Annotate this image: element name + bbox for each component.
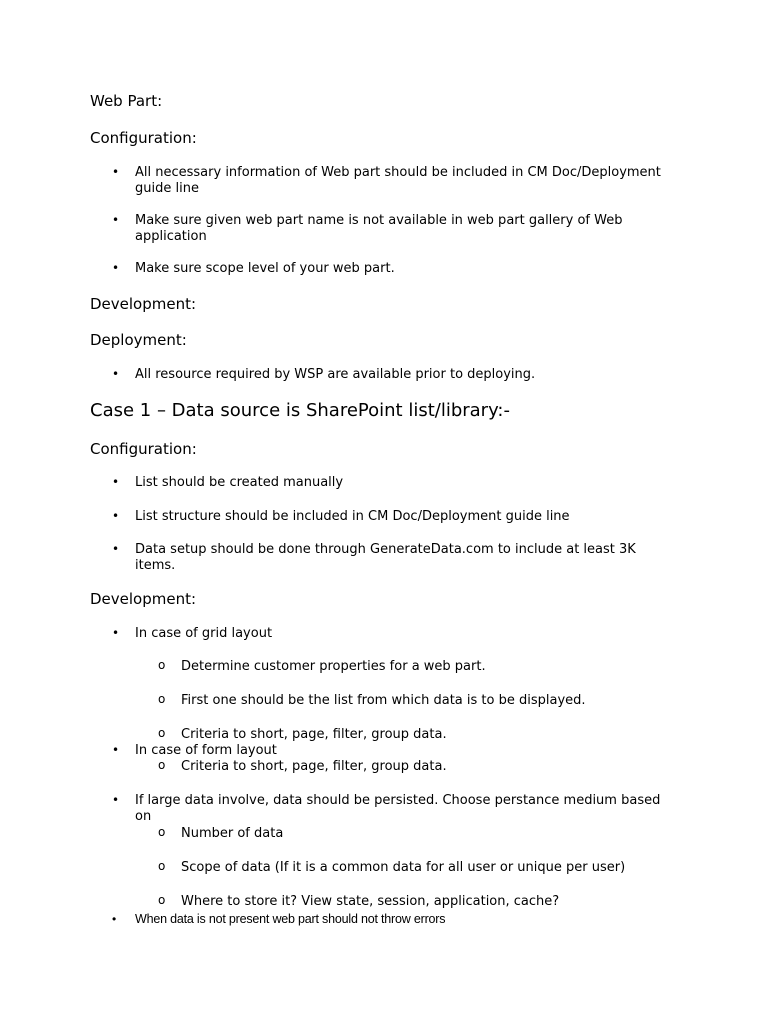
bullet-icon: • [112, 793, 120, 807]
sub-bullet-icon: o [158, 825, 166, 839]
bullet-icon: • [112, 743, 120, 757]
list-item [112, 793, 675, 824]
bullet-icon: • [112, 475, 120, 489]
list-item-text: List should be created manually [135, 475, 344, 490]
list-item [112, 509, 675, 525]
list-item [112, 213, 675, 244]
sub-list-item-text: Scope of data (If it is a common data for all user or unique per user) [181, 860, 626, 875]
list-item [112, 367, 675, 383]
list-item-text: In case of grid layout [135, 626, 273, 641]
heading-configuration: Configuration: [90, 129, 197, 147]
list-item [112, 475, 675, 491]
sub-list-item-text: Criteria to short, page, filter, group data. [181, 727, 447, 742]
bullet-icon: • [112, 542, 120, 556]
sub-list-item [158, 726, 701, 743]
sub-bullet-icon: o [158, 859, 166, 873]
heading-case-1: Case 1 – Data source is SharePoint list/library:- [90, 400, 510, 421]
sub-list-item-text: Number of data [181, 826, 284, 841]
sub-bullet-icon: o [158, 893, 166, 907]
heading-development: Development: [90, 590, 197, 608]
list-item-text: When data is not present web part should not throw errors [135, 912, 446, 926]
list-item [112, 542, 675, 573]
bullet-icon: • [112, 509, 120, 523]
bullet-icon: • [112, 626, 120, 640]
sub-list-item [158, 825, 701, 842]
list-item-text: All resource required by WSP are available prior to deploying. [135, 367, 536, 382]
sub-list-item [158, 859, 701, 876]
sub-list-item-text: Criteria to short, page, filter, group data. [181, 759, 447, 774]
heading-web-part: Web Part: [90, 92, 163, 110]
list-item [112, 261, 675, 277]
list-item-text: If large data involve, data should be persisted. Choose perstance medium based on [135, 793, 661, 824]
sub-list-item [158, 658, 701, 675]
sub-list-item [158, 758, 701, 775]
sub-bullet-icon: o [158, 692, 166, 706]
list-item-text: List structure should be included in CM Doc/Deployment guide line [135, 509, 570, 524]
sub-list-item-text: First one should be the list from which data is to be displayed. [181, 693, 586, 708]
bullet-icon: • [112, 213, 120, 227]
list-item [112, 626, 675, 642]
sub-list-item [158, 692, 701, 709]
sub-bullet-icon: o [158, 726, 166, 740]
bullet-icon: • [112, 165, 120, 179]
sub-list-item-text: Determine customer properties for a web part. [181, 659, 486, 674]
list-item [112, 743, 675, 759]
list-item-text: In case of form layout [135, 743, 277, 758]
list-item-text: Make sure given web part name is not available in web part gallery of Web application [135, 213, 623, 244]
heading-deployment: Deployment: [90, 331, 187, 349]
list-item-text: Make sure scope level of your web part. [135, 261, 395, 276]
sub-list-item-text: Where to store it? View state, session, application, cache? [181, 894, 560, 909]
heading-development: Development: [90, 295, 197, 313]
sub-bullet-icon: o [158, 758, 166, 772]
list-item-text: All necessary information of Web part should be included in CM Doc/Deployment guide line [135, 165, 661, 196]
bullet-icon: • [112, 912, 117, 926]
list-item [112, 912, 675, 928]
bullet-icon: • [112, 367, 120, 381]
list-item [112, 165, 675, 196]
sub-list-item [158, 893, 701, 910]
bullet-icon: • [112, 261, 120, 275]
heading-configuration: Configuration: [90, 440, 197, 458]
sub-bullet-icon: o [158, 658, 166, 672]
list-item-text: Data setup should be done through GenerateData.com to include at least 3K items. [135, 542, 636, 573]
